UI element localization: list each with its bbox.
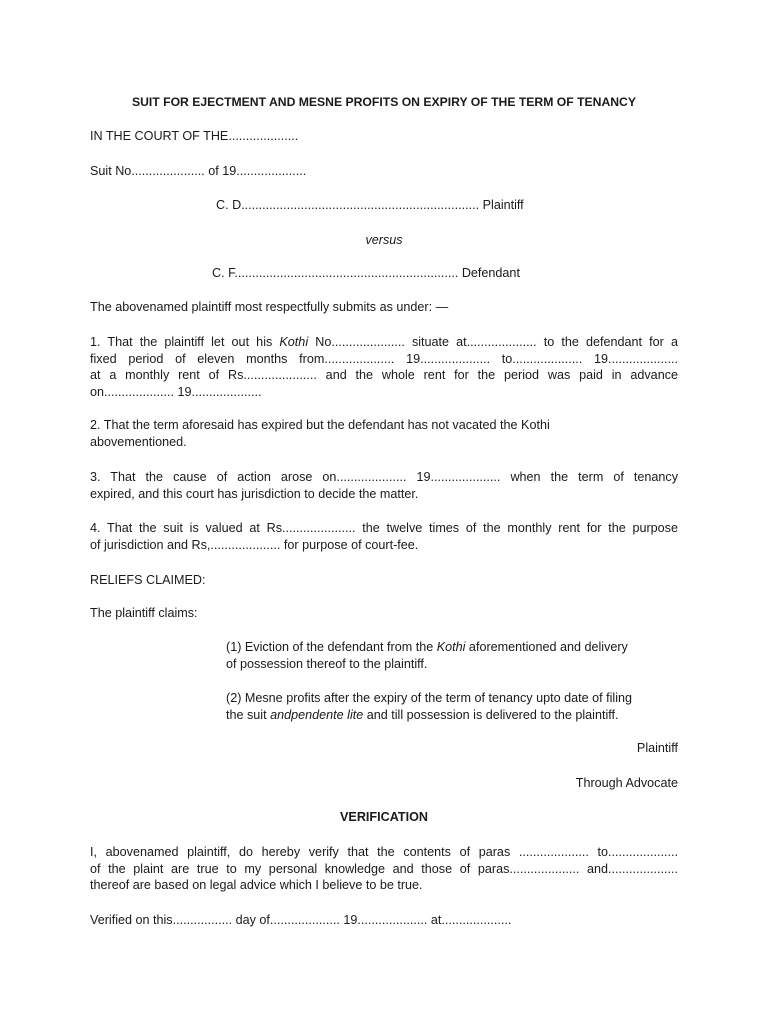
paragraph-4-line-1: 4. That the suit is valued at Rs..................... the twelve times of the monthly rent for the purpose [90,521,678,535]
text-fragment-italic: Kothi [279,335,309,349]
plaintiff-line: C. D.................................................................... Plaintiff [216,198,524,212]
intro-line: The abovenamed plaintiff most respectfully submits as under: — [90,300,449,314]
paragraph-1-line-4: on.................... 19.................... [90,384,262,399]
verification-line-2: of the plaint are true to my personal knowledge and those of paras.................... and.................... [90,861,678,876]
verification-paragraph [90,844,678,894]
paragraph-1-line-3: at a monthly rent of Rs..................... and the whole rent for the period was paid in advance [90,368,678,382]
versus-label: versus [365,233,403,247]
text-fragment: No..................... situate at.................... to the defendant for a [308,335,678,349]
relief-2-line-2 [226,707,678,724]
relief-1-line-1 [226,639,678,656]
text-fragment-italic: andpendente lite [270,707,364,722]
versus-row [0,232,768,249]
paragraph-2-line-2: abovementioned. [90,434,187,449]
verification-heading-row [0,809,768,826]
paragraph-3-line-1: 3. That the cause of action arose on.................... 19.................... when the term of tenancy [90,470,678,484]
verification-line-3: thereof are based on legal advice which I believe to be true. [90,878,423,892]
reliefs-heading: RELIEFS CLAIMED: [90,573,206,587]
document-title: SUIT FOR EJECTMENT AND MESNE PROFITS ON EXPIRY OF THE TERM OF TENANCY [131,95,636,109]
text-fragment: the suit [226,707,271,722]
verification-heading: VERIFICATION [340,810,428,824]
signature-plaintiff: Plaintiff [636,741,678,755]
court-line: IN THE COURT OF THE.................... [90,129,299,143]
defendant-line: C. F................................................................ Defendant [212,266,520,280]
paragraph-4-line-2: of jurisdiction and Rs,.................... for purpose of court-fee. [90,537,419,552]
relief-2 [226,690,678,723]
relief-2-line-1: (2) Mesne profits after the expiry of the term of tenancy upto date of filing [226,691,633,705]
paragraph-3 [90,469,678,502]
claims-intro: The plaintiff claims: [90,606,198,620]
relief-1 [226,639,678,672]
paragraph-4 [90,520,678,553]
text-fragment: (1) Eviction of the defendant from the [226,640,437,654]
signature-advocate: Through Advocate [575,776,678,790]
text-fragment-italic: Kothi [436,640,466,654]
paragraph-2-line-1: 2. That the term aforesaid has expired but the defendant has not vacated the Kothi [90,418,550,432]
suit-no-line: Suit No..................... of 19.................... [90,164,307,178]
paragraph-1-line-2: fixed period of eleven months from.................... 19.................... to.................... 19.................... [90,351,678,366]
paragraph-3-line-2: expired, and this court has jurisdiction to decide the matter. [90,486,419,501]
verified-on-line: Verified on this................. day of.................... 19.................... at.................... [90,913,512,927]
verification-line-1: I, abovenamed plaintiff, do hereby verify that the contents of paras .................... to.................... [90,845,678,859]
paragraph-2 [90,417,678,450]
relief-1-line-2: of possession thereof to the plaintiff. [226,656,428,671]
text-fragment: aforementioned and delivery [465,640,628,654]
paragraph-1-line-1 [90,334,678,351]
text-fragment: and till possession is delivered to the plaintiff. [363,707,619,722]
paragraph-1 [90,334,678,400]
text-fragment: 1. That the plaintiff let out his [90,335,280,349]
